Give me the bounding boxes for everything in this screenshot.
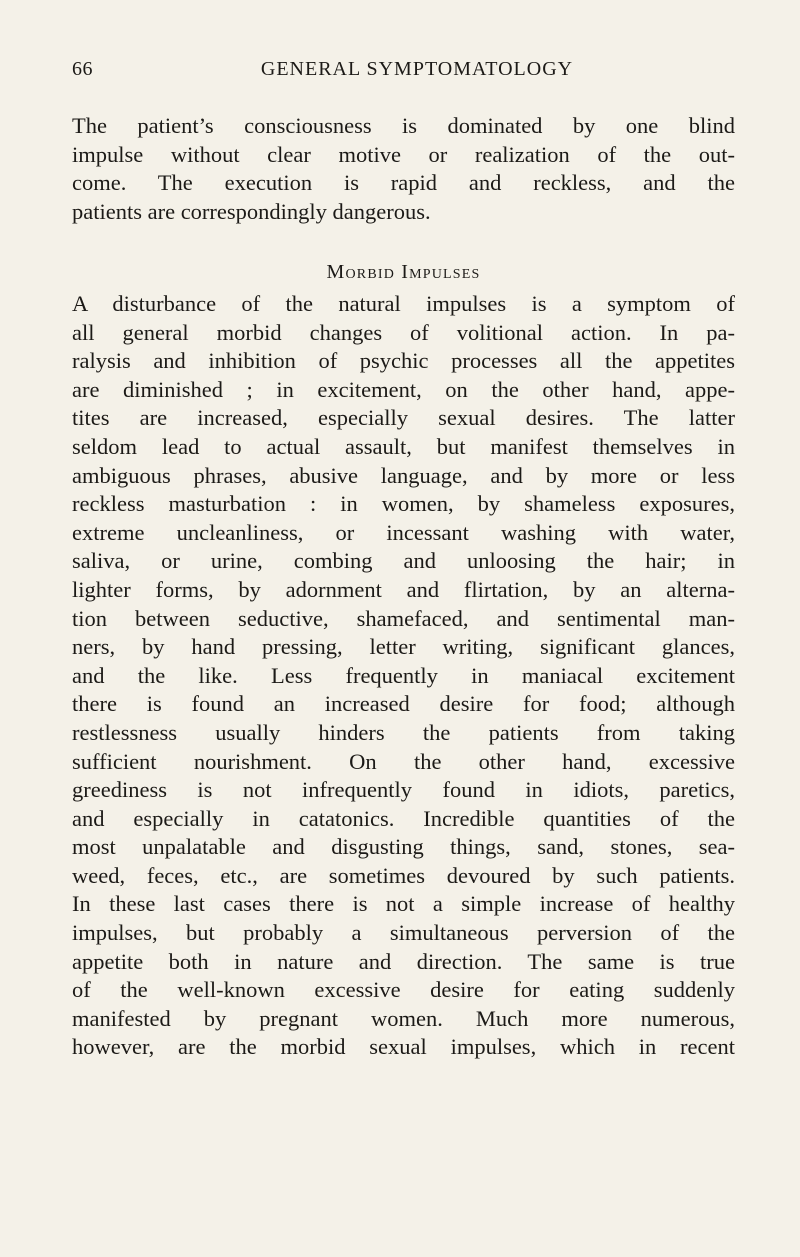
text-line: are diminished ; in excitement, on the other hand, appe-: [72, 376, 735, 402]
text-line: seldom lead to actual assault, but manifest themselves in: [72, 433, 735, 459]
text-line: restlessness usually hinders the patients from taking: [72, 719, 735, 745]
text-line: greediness is not infrequently found in idiots, paretics,: [72, 777, 735, 803]
text-line: patients are correspondingly dangerous.: [72, 198, 431, 224]
text-line: and especially in catatonics. Incredible quantities of the: [72, 805, 735, 831]
text-line: manifested by pregnant women. Much more numerous,: [72, 1005, 735, 1031]
text-line: and the like. Less frequently in maniacal excitement: [72, 662, 735, 688]
paragraph-morbid-impulses: [72, 290, 735, 1062]
text-line: however, are the morbid sexual impulses, which in recent: [72, 1034, 735, 1060]
paragraph-consciousness: [72, 112, 735, 226]
text-line: impulses, but probably a simultaneous perversion of the: [72, 920, 735, 946]
text-line: The patient’s consciousness is dominated by one blind: [72, 113, 735, 138]
text-line: impulse without clear motive or realization of the out-: [72, 141, 735, 167]
text-line: of the well-known excessive desire for eating suddenly: [72, 977, 735, 1003]
text-line: ralysis and inhibition of psychic processes all the appetites: [72, 348, 735, 374]
text-line: extreme uncleanliness, or incessant washing with water,: [72, 519, 735, 545]
text-line: tion between seductive, shamefaced, and sentimental man-: [72, 605, 735, 631]
text-line: tites are increased, especially sexual desires. The latter: [72, 405, 735, 431]
text-line: sufficient nourishment. On the other hand, excessive: [72, 748, 735, 774]
text-line: lighter forms, by adornment and flirtation, by an alterna-: [72, 576, 735, 602]
text-line: In these last cases there is not a simple increase of healthy: [72, 891, 735, 917]
text-line: come. The execution is rapid and reckless, and the: [72, 170, 735, 196]
text-line: most unpalatable and disgusting things, sand, stones, sea-: [72, 834, 735, 860]
text-line: saliva, or urine, combing and unloosing the hair; in: [72, 548, 735, 574]
text-line: weed, feces, etc., are sometimes devoured by such patients.: [72, 862, 735, 888]
running-title: GENERAL SYMPTOMATOLOGY: [260, 58, 574, 80]
text-line: there is found an increased desire for food; although: [72, 691, 735, 717]
text-line: reckless masturbation : in women, by shameless exposures,: [72, 491, 735, 517]
text-line: appetite both in nature and direction. The same is true: [72, 948, 735, 974]
text-line: ners, by hand pressing, letter writing, significant glances,: [72, 634, 735, 660]
text-line: ambiguous phrases, abusive language, and by more or less: [72, 462, 735, 488]
page-number: 66: [72, 58, 93, 80]
section-heading: Morbid Impulses: [326, 261, 481, 283]
text-line: all general morbid changes of volitional action. In pa-: [72, 319, 735, 345]
running-head: [72, 58, 744, 88]
text-line: A disturbance of the natural impulses is a symptom of: [72, 291, 735, 316]
